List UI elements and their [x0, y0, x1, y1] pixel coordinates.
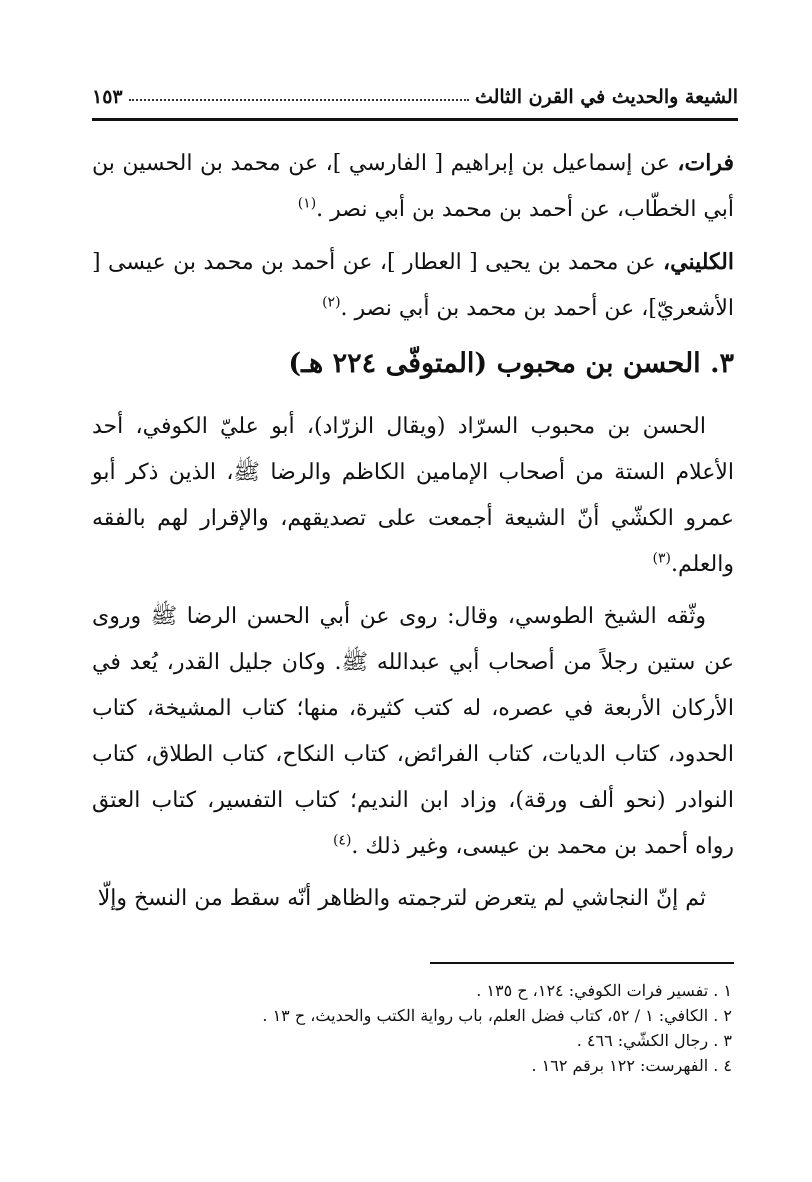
chain-text: عن محمد بن يحيى [ العطار ]، عن أحمد بن محمد بن عيسى [ الأشعريّ]، عن أحمد بن محمد بن أبي نصر . — [92, 250, 734, 321]
running-header — [92, 74, 738, 108]
footnote-ref: (٢) — [322, 294, 341, 311]
footnote-item: ٢ . الكافي: ١ / ٥٢، كتاب فضل العلم، باب رواية الكتب والحديث، ح ١٣ . — [262, 1006, 732, 1025]
footnote-item: ١ . تفسير فرات الكوفي: ١٢٤، ح ١٣٥ . — [476, 981, 732, 1000]
footnotes — [120, 978, 732, 1078]
footnote-item: ٤ . الفهرست: ١٢٢ برقم ١٦٢ . — [531, 1056, 732, 1075]
section-heading: ٣. الحسن بن محبوب (المتوفّى ٢٢٤ هـ) — [288, 348, 734, 379]
footnote-ref: (١) — [297, 195, 317, 212]
continuation-paragraph — [92, 876, 734, 922]
footnote-ref: (٤) — [332, 832, 352, 849]
paragraph-text: وثّقه الشيخ الطوسي، وقال: روى عن أبي الحسن الرضا ﷺ وروى عن ستين رجلاً من أصحاب أبي عبدالله ﷺ. وكان جليل القدر، يُعد في الأركان الأربعة في عصره، له كتب كثيرة، منها؛ كتاب المشيخة، كتاب الحدود، كتاب الديات، كتاب الفرائض، كتاب النكاح، كتاب الطلاق، كتاب النوادر (نحو ألف ورقة)، وزاد ابن النديم؛ كتاب التفسير، كتاب العتق رواه أحمد بن محمد بن عيسى، وغير ذلك . — [92, 604, 734, 859]
biography-paragraph — [92, 404, 734, 588]
page-number: ١٥٣ — [92, 86, 123, 108]
leader-dots — [129, 99, 469, 101]
paragraph-text: الحسن بن محبوب السرّاد (ويقال الزرّاد)، أبو عليّ الكوفي، أحد الأعلام الستة من أصحاب الإمامين الكاظم والرضا ﷺ، الذين ذكر أبو عمرو الكشّي أنّ الشيعة أجمعت على تصديقهم، والإقرار لهم بالفقه والعلم. — [92, 414, 734, 577]
chain-paragraph-2 — [92, 239, 734, 332]
running-title: الشيعة والحديث في القرن الثالث — [474, 86, 738, 108]
chain-lead: فرات، — [677, 150, 734, 176]
header-rule — [92, 118, 738, 121]
works-paragraph — [92, 594, 734, 870]
chain-lead: الكليني، — [663, 249, 734, 275]
footnote-ref: (٣) — [652, 550, 672, 567]
chain-paragraph-1 — [92, 140, 734, 233]
paragraph-text: ثم إنّ النجاشي لم يتعرض لترجمته والظاهر أنّه سقط من النسخ وإلّا — [97, 886, 706, 911]
footnote-rule — [430, 962, 734, 964]
footnote-item: ٣ . رجال الكشّي: ٤٦٦ . — [576, 1031, 732, 1050]
main-text — [92, 140, 734, 928]
chain-text: عن إسماعيل بن إبراهيم [ الفارسي ]، عن محمد بن الحسين بن أبي الخطّاب، عن أحمد بن محمد بن أبي نصر . — [92, 151, 734, 222]
